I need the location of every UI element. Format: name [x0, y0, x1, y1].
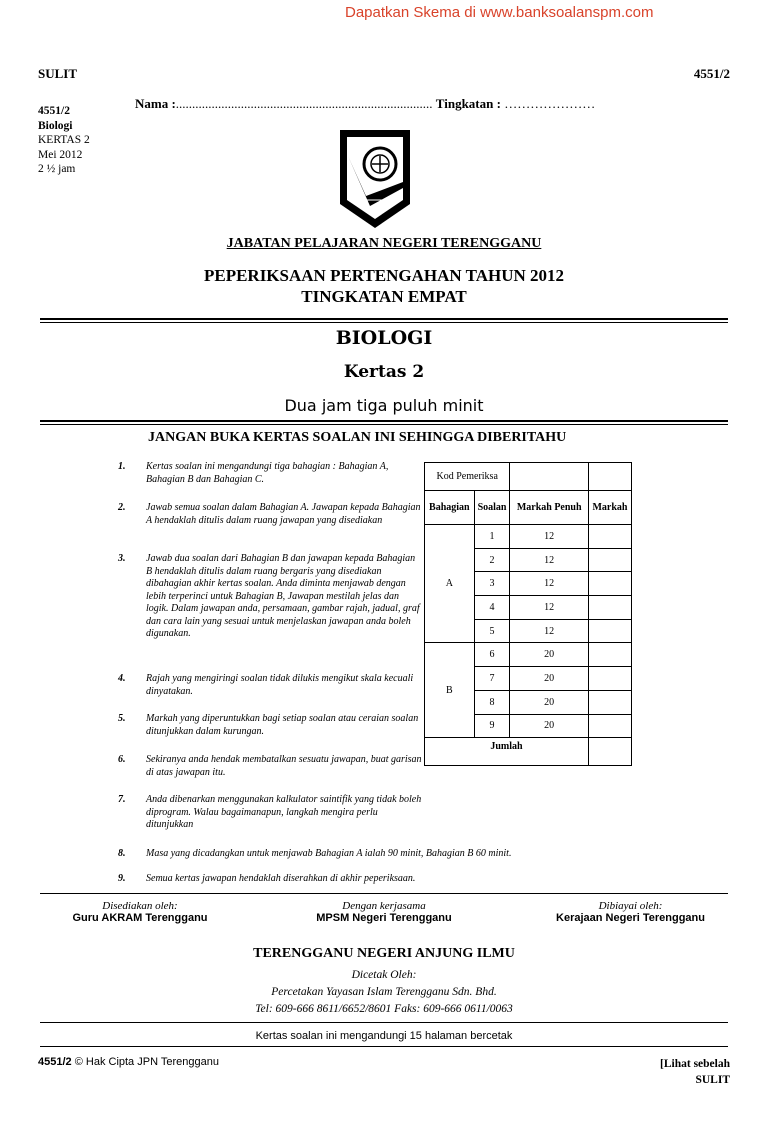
instruction-item: [118, 873, 415, 884]
full-marks: 12: [510, 619, 589, 643]
form-field[interactable]: …………………: [504, 96, 596, 111]
sulit-label: SULIT: [38, 66, 78, 81]
instruction-num: 5.: [118, 713, 126, 724]
col-header-full-marks: Markah Penuh: [510, 491, 589, 525]
instruction-text: Semua kertas jawapan hendaklah diserahkan di akhir peperiksaan.: [146, 873, 416, 884]
credit-value: MPSM Negeri Terengganu: [316, 912, 452, 924]
divider: [40, 893, 728, 894]
marks-entry[interactable]: [588, 643, 631, 667]
instruction-text: Markah yang diperuntukkan bagi setiap soalan atau ceraian soalan ditunjukkan dalam kurungan.: [146, 713, 419, 737]
meta-paper: KERTAS 2: [38, 134, 90, 146]
full-marks: 12: [510, 548, 589, 572]
instruction-text: Sekiranya anda hendak membatalkan sesuatu jawapan, buat garisan di atas jawapan itu.: [146, 754, 422, 778]
meta-subject: Biologi: [38, 119, 73, 132]
divider: [40, 424, 728, 425]
divider: [40, 1046, 728, 1047]
col-header-question: Soalan: [474, 491, 510, 525]
full-marks: 12: [510, 572, 589, 596]
warning-text: JANGAN BUKA KERTAS SOALAN INI SEHINGGA DIBERITAHU: [148, 430, 567, 445]
table-row: [425, 643, 632, 667]
question-number: 8: [474, 690, 510, 714]
marks-entry[interactable]: [588, 548, 631, 572]
credit-label: Dengan kerjasama: [342, 900, 426, 912]
instruction-item: [118, 754, 423, 779]
paper-meta: [38, 104, 90, 177]
full-marks: 12: [510, 596, 589, 620]
total-marks-entry[interactable]: [588, 738, 631, 766]
meta-code: 4551/2: [38, 105, 70, 117]
instruction-item: [118, 673, 423, 698]
examiner-code-label: Kod Pemeriksa: [425, 463, 510, 491]
full-marks: 20: [510, 714, 589, 738]
credit-label: Dibiayai oleh:: [598, 900, 663, 912]
marks-table: [424, 462, 632, 766]
page-footer-right: [660, 1056, 730, 1088]
credit-label: Disediakan oleh:: [102, 900, 178, 912]
marks-entry[interactable]: [588, 596, 631, 620]
name-field[interactable]: ...............................................................................: [175, 96, 433, 111]
jpn-terengganu-logo: [336, 126, 414, 232]
divider: [40, 318, 728, 320]
name-label: Nama :: [135, 96, 176, 111]
divider: [40, 1022, 728, 1023]
marks-entry[interactable]: [588, 667, 631, 691]
footer-sulit: SULIT: [695, 1074, 730, 1086]
instruction-num: 2.: [118, 502, 126, 513]
copyright-text: © Hak Cipta JPN Terengganu: [74, 1056, 219, 1068]
total-label: Jumlah: [425, 738, 589, 766]
marks-entry[interactable]: [588, 572, 631, 596]
examiner-code-cell[interactable]: [510, 463, 589, 491]
subject-title: BIOLOGI: [335, 327, 433, 349]
question-number: 7: [474, 667, 510, 691]
question-number: 4: [474, 596, 510, 620]
meta-duration: 2 ½ jam: [38, 163, 76, 175]
instruction-text: Jawab dua soalan dari Bahagian B dan jawapan kepada Bahagian B hendaklah ditulis dalam ruang bergaris yang disediakan dibahagian akhir kertas soalan. Anda diminta menjawab dengan lebih terperinci untuk Bahagian B, Jawapan mestilah jelas dan logik. Dalam jawapan anda, persamaan, gambar rajah, jadual, graf dan cara lain yang sesuai untuk menjelaskan jawapan anda boleh digunakan.: [146, 553, 420, 639]
instruction-text: Jawab semua soalan dalam Bahagian A. Jawapan kepada Bahagian A hendaklah ditulis dalam ruang jawapan yang disediakan: [146, 502, 421, 526]
divider: [40, 420, 728, 422]
instruction-num: 4.: [118, 673, 126, 684]
printer-name: Percetakan Yayasan Islam Terengganu Sdn. Bhd.: [271, 986, 497, 998]
instruction-num: 9.: [118, 873, 126, 884]
marks-entry[interactable]: [588, 714, 631, 738]
question-number: 6: [474, 643, 510, 667]
instruction-item: [118, 794, 423, 832]
divider: [40, 322, 728, 323]
form-label: Tingkatan :: [435, 96, 501, 111]
instruction-text: Kertas soalan ini mengandungi tiga bahagian : Bahagian A, Bahagian B dan Bahagian C.: [146, 461, 389, 485]
instruction-item: [118, 461, 423, 486]
question-number: 5: [474, 619, 510, 643]
copyright: [38, 1056, 219, 1068]
name-form-line: [135, 96, 595, 112]
credit-cooperation: [284, 900, 484, 924]
printer-label: Dicetak Oleh:: [351, 969, 417, 981]
department-title: JABATAN PELAJARAN NEGERI TERENGGANU: [226, 236, 542, 251]
table-row: [425, 525, 632, 549]
instruction-text: Anda dibenarkan menggunakan kalkulator saintifik yang tidak boleh diprogram. Walau bagaimanapun, langkah mengira perlu ditunjukkan: [146, 794, 422, 830]
col-header-section: Bahagian: [425, 491, 475, 525]
paper-code: 4551/2: [693, 66, 730, 81]
full-marks: 20: [510, 643, 589, 667]
full-marks: 20: [510, 690, 589, 714]
instruction-item: [118, 848, 511, 859]
marks-entry[interactable]: [588, 619, 631, 643]
instruction-num: 1.: [118, 461, 126, 472]
section-a-cell: A: [425, 525, 475, 643]
section-b-cell: B: [425, 643, 475, 738]
printer-contact: Tel: 609-666 8611/6652/8601 Faks: 609-666 0611/0063: [255, 1003, 513, 1015]
paper-title: Kertas 2: [343, 362, 425, 382]
credit-value: Kerajaan Negeri Terengganu: [556, 912, 705, 924]
question-number: 3: [474, 572, 510, 596]
table-row: [425, 738, 632, 766]
credit-value: Guru AKRAM Terengganu: [72, 912, 208, 924]
col-header-marks: Markah: [588, 491, 631, 525]
instruction-item: [118, 553, 423, 641]
instruction-num: 7.: [118, 794, 126, 805]
instruction-num: 8.: [118, 848, 126, 859]
credit-prepared: [40, 900, 240, 924]
question-number: 2: [474, 548, 510, 572]
footer-code: 4551/2: [38, 1056, 72, 1068]
instruction-num: 3.: [118, 553, 126, 564]
next-page-note: [Lihat sebelah: [660, 1058, 730, 1070]
duration-text: Dua jam tiga puluh minit: [284, 396, 484, 415]
full-marks: 20: [510, 667, 589, 691]
form-level: TINGKATAN EMPAT: [301, 287, 467, 306]
page-count-note: Kertas soalan ini mengandungi 15 halaman bercetak: [255, 1030, 513, 1042]
instruction-item: [118, 713, 423, 738]
instruction-item: [118, 502, 423, 527]
instruction-text: Masa yang dicadangkan untuk menjawab Bahagian A ialah 90 minit, Bahagian B 60 minit.: [146, 848, 512, 859]
instruction-text: Rajah yang mengiringi soalan tidak dilukis mengikut skala kecuali dinyatakan.: [146, 673, 414, 697]
motto: TERENGGANU NEGERI ANJUNG ILMU: [253, 946, 515, 961]
marks-entry[interactable]: [588, 525, 631, 549]
full-marks: 12: [510, 525, 589, 549]
watermark-text: Dapatkan Skema di www.banksoalanspm.com: [345, 4, 654, 21]
meta-date: Mei 2012: [38, 148, 83, 161]
marks-entry[interactable]: [588, 690, 631, 714]
instruction-num: 6.: [118, 754, 126, 765]
credit-funded: [533, 900, 728, 924]
question-number: 1: [474, 525, 510, 549]
question-number: 9: [474, 714, 510, 738]
exam-title: PEPERIKSAAN PERTENGAHAN TAHUN 2012: [203, 266, 565, 285]
